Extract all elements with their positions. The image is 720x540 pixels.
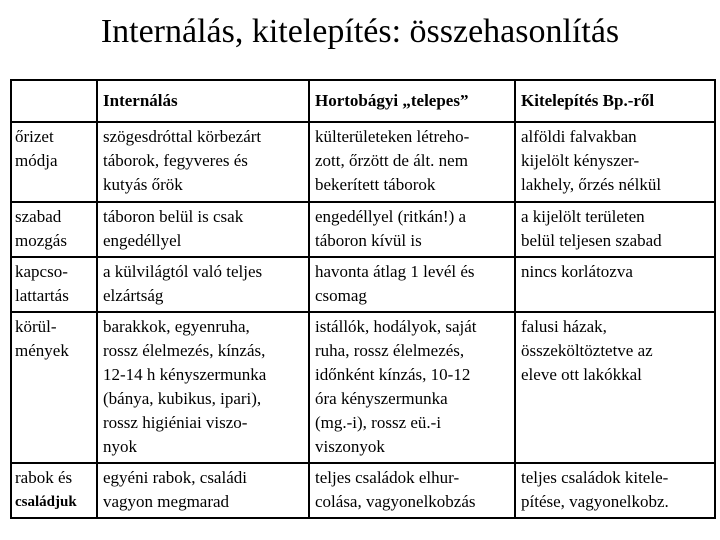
cell-line: pítése, vagyonelkobz. (521, 492, 669, 511)
row-header-cell (11, 122, 97, 202)
cell-line: kijelölt kényszer- (521, 151, 640, 170)
row-header-line: mozgás (15, 231, 67, 250)
table-row (11, 202, 715, 257)
cell-line: rossz élelmezés, kínzás, (103, 341, 266, 360)
cell-line: eleve ott lakókkal (521, 365, 642, 384)
table-cell (309, 202, 515, 257)
table-cell (309, 312, 515, 463)
cell-line: lakhely, őrzés nélkül (521, 175, 662, 194)
cell-line: rossz higiéniai viszo- (103, 413, 248, 432)
cell-line: szögesdróttal körbezárt (103, 127, 262, 146)
header-cell-empty (11, 80, 97, 122)
table-header-row (11, 80, 715, 122)
cell-line: teljes családok kitele- (521, 468, 669, 487)
cell-line: (mg.-i), rossz eü.-i (315, 413, 442, 432)
header-cell-kitelepites: Kitelepítés Bp.-ről (515, 80, 715, 122)
cell-line: külterületeken létreho- (315, 127, 470, 146)
table-cell (515, 122, 715, 202)
table-row (11, 463, 715, 518)
table-cell (97, 202, 309, 257)
table-row (11, 122, 715, 202)
cell-line: kutyás őrök (103, 175, 183, 194)
cell-line: viszonyok (315, 437, 385, 456)
row-header-line: őrizet (15, 127, 54, 146)
row-header-line: körül- (15, 317, 57, 336)
table-cell (309, 463, 515, 518)
table-row (11, 312, 715, 463)
cell-line: nincs korlátozva (521, 262, 633, 281)
cell-line: bekerített táborok (315, 175, 436, 194)
table-cell (309, 122, 515, 202)
table-row (11, 257, 715, 312)
cell-line: (bánya, kubikus, ipari), (103, 389, 262, 408)
cell-line: összeköltöztetve az (521, 341, 653, 360)
cell-line: a kijelölt területen (521, 207, 645, 226)
table-cell (515, 312, 715, 463)
cell-line: ruha, rossz élelmezés, (315, 341, 465, 360)
cell-line: 12-14 h kényszermunka (103, 365, 267, 384)
cell-line: barakkok, egyenruha, (103, 317, 250, 336)
row-header-line: kapcso- (15, 262, 68, 281)
cell-line: csomag (315, 286, 367, 305)
row-header-cell (11, 312, 97, 463)
table-cell (97, 312, 309, 463)
header-cell-internalas: Internálás (97, 80, 309, 122)
row-header-line: szabad (15, 207, 62, 226)
cell-line: táboron kívül is (315, 231, 422, 250)
table-cell (97, 463, 309, 518)
cell-line: falusi házak, (521, 317, 607, 336)
cell-line: havonta átlag 1 levél és (315, 262, 475, 281)
cell-line: teljes családok elhur- (315, 468, 460, 487)
header-cell-hortobagyi-telepes: Hortobágyi „telepes” (309, 80, 515, 122)
row-header-line: mények (15, 341, 69, 360)
page-title: Internálás, kitelepítés: összehasonlítás (100, 13, 620, 50)
table-cell (97, 257, 309, 312)
cell-line: táboron belül is csak (103, 207, 244, 226)
cell-line: engedéllyel (103, 231, 182, 250)
table-cell (515, 463, 715, 518)
row-header-cell (11, 463, 97, 518)
cell-line: engedéllyel (ritkán!) a (315, 207, 467, 226)
cell-line: táborok, fegyveres és (103, 151, 248, 170)
row-header-line: lattartás (15, 286, 69, 305)
cell-line: alföldi falvakban (521, 127, 637, 146)
cell-line: időnként kínzás, 10-12 (315, 365, 471, 384)
table-cell (309, 257, 515, 312)
cell-line: elzártság (103, 286, 164, 305)
row-header-cell (11, 257, 97, 312)
table-cell (515, 202, 715, 257)
cell-line: belül teljesen szabad (521, 231, 662, 250)
comparison-table (10, 79, 716, 519)
cell-line: colása, vagyonelkobzás (315, 492, 476, 511)
row-header-line: módja (15, 151, 58, 170)
cell-line: vagyon megmarad (103, 492, 230, 511)
table-cell (97, 122, 309, 202)
table-cell (515, 257, 715, 312)
cell-line: zott, őrzött de ált. nem (315, 151, 468, 170)
cell-line: óra kényszermunka (315, 389, 448, 408)
cell-line: egyéni rabok, családi (103, 468, 247, 487)
cell-line: istállók, hodályok, saját (315, 317, 477, 336)
cell-line: nyok (103, 437, 137, 456)
row-header-line: családjuk (15, 494, 77, 510)
cell-line: a külvilágtól való teljes (103, 262, 263, 281)
row-header-line: rabok és (15, 468, 73, 487)
row-header-cell (11, 202, 97, 257)
